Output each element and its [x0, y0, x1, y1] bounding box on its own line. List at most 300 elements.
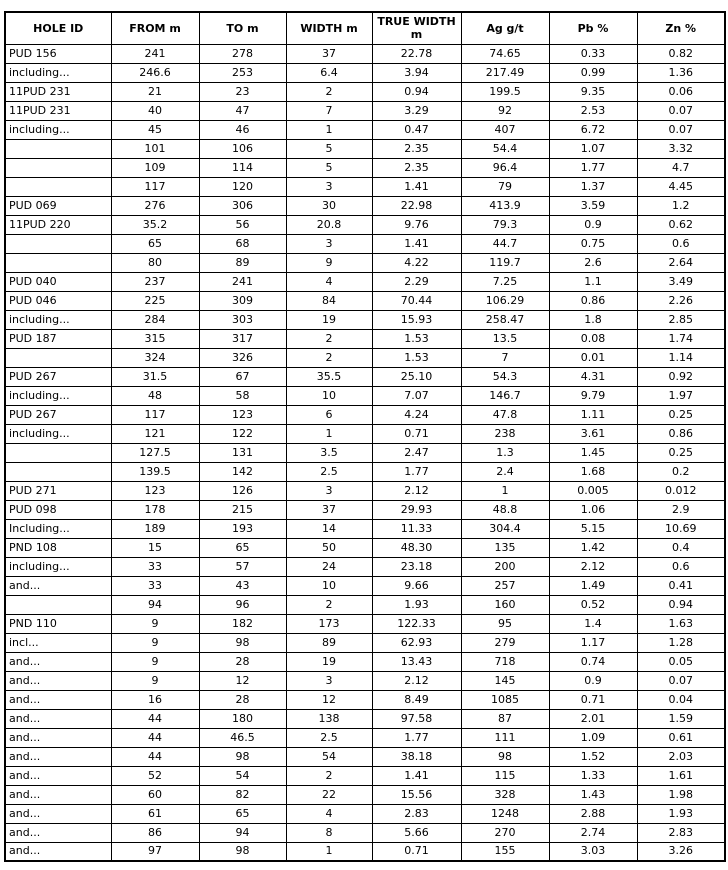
value-cell: 4 [286, 272, 372, 291]
value-cell: 79 [461, 177, 549, 196]
value-cell: 3.61 [549, 424, 637, 443]
value-cell: 0.005 [549, 481, 637, 500]
table-row [5, 215, 725, 234]
value-cell: 0.6 [637, 557, 725, 576]
value-cell: 9 [111, 671, 199, 690]
value-cell: 0.94 [372, 82, 461, 101]
value-cell: 0.07 [637, 101, 725, 120]
hole-id-cell: and... [5, 709, 111, 728]
column-header-width-m: WIDTH m [286, 12, 372, 44]
value-cell: 1.98 [637, 785, 725, 804]
value-cell: 9.79 [549, 386, 637, 405]
value-cell: 9 [286, 253, 372, 272]
value-cell: 1.93 [372, 595, 461, 614]
value-cell: 121 [111, 424, 199, 443]
value-cell: 12 [286, 690, 372, 709]
value-cell: 0.99 [549, 63, 637, 82]
value-cell: 1.77 [372, 462, 461, 481]
table-row [5, 804, 725, 823]
value-cell: 1.1 [549, 272, 637, 291]
value-cell: 241 [199, 272, 286, 291]
value-cell: 1 [286, 120, 372, 139]
table-row [5, 519, 725, 538]
hole-id-cell [5, 443, 111, 462]
value-cell: 9 [111, 614, 199, 633]
value-cell: 3 [286, 481, 372, 500]
table-row [5, 823, 725, 842]
value-cell: 1.53 [372, 329, 461, 348]
value-cell: 718 [461, 652, 549, 671]
value-cell: 0.94 [637, 595, 725, 614]
value-cell: 11.33 [372, 519, 461, 538]
value-cell: 217.49 [461, 63, 549, 82]
value-cell: 106.29 [461, 291, 549, 310]
value-cell: 94 [111, 595, 199, 614]
table-row [5, 500, 725, 519]
value-cell: 1.8 [549, 310, 637, 329]
value-cell: 44.7 [461, 234, 549, 253]
table-row [5, 462, 725, 481]
value-cell: 1.41 [372, 766, 461, 785]
value-cell: 225 [111, 291, 199, 310]
value-cell: 123 [199, 405, 286, 424]
value-cell: 13.5 [461, 329, 549, 348]
value-cell: 1.97 [637, 386, 725, 405]
value-cell: 0.25 [637, 443, 725, 462]
value-cell: 46.5 [199, 728, 286, 747]
value-cell: 37 [286, 44, 372, 63]
value-cell: 68 [199, 234, 286, 253]
value-cell: 0.6 [637, 234, 725, 253]
value-cell: 4.45 [637, 177, 725, 196]
value-cell: 0.07 [637, 671, 725, 690]
table-row [5, 101, 725, 120]
value-cell: 111 [461, 728, 549, 747]
value-cell: 1.49 [549, 576, 637, 595]
value-cell: 45 [111, 120, 199, 139]
value-cell: 29.93 [372, 500, 461, 519]
value-cell: 278 [199, 44, 286, 63]
value-cell: 317 [199, 329, 286, 348]
value-cell: 4.22 [372, 253, 461, 272]
table-body [5, 44, 725, 861]
table-row [5, 709, 725, 728]
value-cell: 180 [199, 709, 286, 728]
table-row [5, 63, 725, 82]
table-row [5, 405, 725, 424]
value-cell: 413.9 [461, 196, 549, 215]
value-cell: 182 [199, 614, 286, 633]
hole-id-cell [5, 234, 111, 253]
column-header-zn-pct: Zn % [637, 12, 725, 44]
value-cell: 2.6 [549, 253, 637, 272]
value-cell: 2.5 [286, 728, 372, 747]
hole-id-cell: PUD 271 [5, 481, 111, 500]
value-cell: 19 [286, 652, 372, 671]
value-cell: 3.32 [637, 139, 725, 158]
value-cell: 2.83 [637, 823, 725, 842]
value-cell: 22.78 [372, 44, 461, 63]
hole-id-cell: and... [5, 804, 111, 823]
value-cell: 6 [286, 405, 372, 424]
value-cell: 82 [199, 785, 286, 804]
value-cell: 97.58 [372, 709, 461, 728]
value-cell: 127.5 [111, 443, 199, 462]
value-cell: 0.71 [372, 424, 461, 443]
value-cell: 2.12 [372, 671, 461, 690]
value-cell: 47 [199, 101, 286, 120]
value-cell: 3.29 [372, 101, 461, 120]
value-cell: 122.33 [372, 614, 461, 633]
value-cell: 1.59 [637, 709, 725, 728]
column-header-to-m: TO m [199, 12, 286, 44]
value-cell: 23 [199, 82, 286, 101]
value-cell: 1.45 [549, 443, 637, 462]
value-cell: 2.85 [637, 310, 725, 329]
value-cell: 2.53 [549, 101, 637, 120]
value-cell: 10 [286, 576, 372, 595]
value-cell: 23.18 [372, 557, 461, 576]
value-cell: 215 [199, 500, 286, 519]
value-cell: 24 [286, 557, 372, 576]
table-row [5, 785, 725, 804]
table-row [5, 728, 725, 747]
value-cell: 2.4 [461, 462, 549, 481]
value-cell: 0.52 [549, 595, 637, 614]
value-cell: 0.33 [549, 44, 637, 63]
value-cell: 96 [199, 595, 286, 614]
table-row [5, 272, 725, 291]
value-cell: 0.75 [549, 234, 637, 253]
hole-id-cell: 11PUD 231 [5, 82, 111, 101]
value-cell: 21 [111, 82, 199, 101]
value-cell: 2 [286, 329, 372, 348]
value-cell: 146.7 [461, 386, 549, 405]
value-cell: 3.03 [549, 842, 637, 861]
value-cell: 126 [199, 481, 286, 500]
value-cell: 1.52 [549, 747, 637, 766]
value-cell: 117 [111, 405, 199, 424]
value-cell: 54 [199, 766, 286, 785]
table-row [5, 348, 725, 367]
table-row [5, 766, 725, 785]
value-cell: 4.7 [637, 158, 725, 177]
value-cell: 44 [111, 709, 199, 728]
table-row [5, 367, 725, 386]
value-cell: 7.07 [372, 386, 461, 405]
value-cell: 1.37 [549, 177, 637, 196]
value-cell: 44 [111, 747, 199, 766]
value-cell: 178 [111, 500, 199, 519]
value-cell: 9 [111, 652, 199, 671]
hole-id-cell: and... [5, 728, 111, 747]
value-cell: 257 [461, 576, 549, 595]
value-cell: 8.49 [372, 690, 461, 709]
hole-id-cell: PND 108 [5, 538, 111, 557]
value-cell: 1.07 [549, 139, 637, 158]
value-cell: 28 [199, 690, 286, 709]
hole-id-cell: and... [5, 671, 111, 690]
value-cell: 155 [461, 842, 549, 861]
value-cell: 1.68 [549, 462, 637, 481]
value-cell: 1.53 [372, 348, 461, 367]
value-cell: 48.30 [372, 538, 461, 557]
table-row [5, 196, 725, 215]
value-cell: 62.93 [372, 633, 461, 652]
hole-id-cell: including... [5, 310, 111, 329]
value-cell: 0.9 [549, 671, 637, 690]
value-cell: 67 [199, 367, 286, 386]
value-cell: 1.11 [549, 405, 637, 424]
value-cell: 0.74 [549, 652, 637, 671]
hole-id-cell: including... [5, 386, 111, 405]
value-cell: 328 [461, 785, 549, 804]
value-cell: 3.26 [637, 842, 725, 861]
hole-id-cell: PUD 267 [5, 367, 111, 386]
value-cell: 92 [461, 101, 549, 120]
value-cell: 0.92 [637, 367, 725, 386]
value-cell: 309 [199, 291, 286, 310]
value-cell: 60 [111, 785, 199, 804]
hole-id-cell: Including... [5, 519, 111, 538]
value-cell: 276 [111, 196, 199, 215]
value-cell: 139.5 [111, 462, 199, 481]
hole-id-cell: PUD 098 [5, 500, 111, 519]
value-cell: 279 [461, 633, 549, 652]
value-cell: 54.3 [461, 367, 549, 386]
value-cell: 1.41 [372, 177, 461, 196]
value-cell: 114 [199, 158, 286, 177]
value-cell: 3.49 [637, 272, 725, 291]
table-row [5, 614, 725, 633]
value-cell: 135 [461, 538, 549, 557]
value-cell: 44 [111, 728, 199, 747]
value-cell: 200 [461, 557, 549, 576]
value-cell: 120 [199, 177, 286, 196]
value-cell: 109 [111, 158, 199, 177]
value-cell: 0.01 [549, 348, 637, 367]
value-cell: 1.61 [637, 766, 725, 785]
value-cell: 258.47 [461, 310, 549, 329]
value-cell: 74.65 [461, 44, 549, 63]
value-cell: 98 [199, 747, 286, 766]
value-cell: 122 [199, 424, 286, 443]
table-row [5, 158, 725, 177]
value-cell: 324 [111, 348, 199, 367]
value-cell: 2.26 [637, 291, 725, 310]
hole-id-cell: and... [5, 842, 111, 861]
value-cell: 7 [286, 101, 372, 120]
table-row [5, 443, 725, 462]
value-cell: 4 [286, 804, 372, 823]
value-cell: 48 [111, 386, 199, 405]
value-cell: 1.43 [549, 785, 637, 804]
value-cell: 15.93 [372, 310, 461, 329]
value-cell: 2 [286, 348, 372, 367]
value-cell: 94 [199, 823, 286, 842]
value-cell: 0.05 [637, 652, 725, 671]
hole-id-cell: 11PUD 231 [5, 101, 111, 120]
value-cell: 2.03 [637, 747, 725, 766]
value-cell: 80 [111, 253, 199, 272]
value-cell: 52 [111, 766, 199, 785]
value-cell: 1.74 [637, 329, 725, 348]
value-cell: 6.72 [549, 120, 637, 139]
value-cell: 2 [286, 82, 372, 101]
value-cell: 101 [111, 139, 199, 158]
value-cell: 38.18 [372, 747, 461, 766]
value-cell: 30 [286, 196, 372, 215]
value-cell: 33 [111, 557, 199, 576]
table-row [5, 386, 725, 405]
value-cell: 1.4 [549, 614, 637, 633]
value-cell: 5.15 [549, 519, 637, 538]
value-cell: 61 [111, 804, 199, 823]
value-cell: 0.012 [637, 481, 725, 500]
value-cell: 13.43 [372, 652, 461, 671]
hole-id-cell: PUD 267 [5, 405, 111, 424]
hole-id-cell [5, 177, 111, 196]
value-cell: 0.07 [637, 120, 725, 139]
table-row [5, 633, 725, 652]
hole-id-cell: PUD 069 [5, 196, 111, 215]
table-row [5, 82, 725, 101]
value-cell: 97 [111, 842, 199, 861]
value-cell: 0.86 [637, 424, 725, 443]
value-cell: 2.12 [549, 557, 637, 576]
column-header-from-m: FROM m [111, 12, 199, 44]
value-cell: 1.77 [372, 728, 461, 747]
hole-id-cell: PUD 187 [5, 329, 111, 348]
table-row [5, 253, 725, 272]
value-cell: 58 [199, 386, 286, 405]
value-cell: 37 [286, 500, 372, 519]
value-cell: 2.74 [549, 823, 637, 842]
value-cell: 22 [286, 785, 372, 804]
value-cell: 3.5 [286, 443, 372, 462]
value-cell: 0.82 [637, 44, 725, 63]
value-cell: 304.4 [461, 519, 549, 538]
value-cell: 238 [461, 424, 549, 443]
column-header-pb-pct: Pb % [549, 12, 637, 44]
value-cell: 15.56 [372, 785, 461, 804]
value-cell: 98 [461, 747, 549, 766]
hole-id-cell: including... [5, 424, 111, 443]
value-cell: 1.33 [549, 766, 637, 785]
value-cell: 57 [199, 557, 286, 576]
hole-id-cell: 11PUD 220 [5, 215, 111, 234]
value-cell: 3.59 [549, 196, 637, 215]
value-cell: 2.29 [372, 272, 461, 291]
table-row [5, 842, 725, 861]
value-cell: 89 [286, 633, 372, 652]
value-cell: 0.86 [549, 291, 637, 310]
value-cell: 123 [111, 481, 199, 500]
value-cell: 65 [199, 538, 286, 557]
hole-id-cell: and... [5, 766, 111, 785]
value-cell: 31.5 [111, 367, 199, 386]
table-row [5, 747, 725, 766]
value-cell: 193 [199, 519, 286, 538]
hole-id-cell: including... [5, 120, 111, 139]
value-cell: 4.24 [372, 405, 461, 424]
table-row [5, 652, 725, 671]
value-cell: 9.66 [372, 576, 461, 595]
value-cell: 199.5 [461, 82, 549, 101]
value-cell: 270 [461, 823, 549, 842]
table-row [5, 139, 725, 158]
table-row [5, 310, 725, 329]
value-cell: 2.5 [286, 462, 372, 481]
hole-id-cell: and... [5, 823, 111, 842]
value-cell: 2.35 [372, 139, 461, 158]
value-cell: 65 [199, 804, 286, 823]
value-cell: 241 [111, 44, 199, 63]
table-row [5, 177, 725, 196]
table-row [5, 481, 725, 500]
value-cell: 5 [286, 158, 372, 177]
value-cell: 56 [199, 215, 286, 234]
value-cell: 0.25 [637, 405, 725, 424]
value-cell: 0.2 [637, 462, 725, 481]
value-cell: 14 [286, 519, 372, 538]
value-cell: 1.41 [372, 234, 461, 253]
value-cell: 0.08 [549, 329, 637, 348]
header-row [5, 12, 725, 44]
value-cell: 48.8 [461, 500, 549, 519]
value-cell: 142 [199, 462, 286, 481]
value-cell: 0.4 [637, 538, 725, 557]
table-header [5, 12, 725, 44]
value-cell: 10.69 [637, 519, 725, 538]
value-cell: 20.8 [286, 215, 372, 234]
value-cell: 50 [286, 538, 372, 557]
hole-id-cell: PUD 046 [5, 291, 111, 310]
table-row [5, 120, 725, 139]
value-cell: 1.63 [637, 614, 725, 633]
value-cell: 15 [111, 538, 199, 557]
value-cell: 8 [286, 823, 372, 842]
value-cell: 1.77 [549, 158, 637, 177]
value-cell: 1.93 [637, 804, 725, 823]
value-cell: 1.14 [637, 348, 725, 367]
drill-results-table [4, 11, 726, 862]
value-cell: 25.10 [372, 367, 461, 386]
hole-id-cell [5, 158, 111, 177]
value-cell: 65 [111, 234, 199, 253]
value-cell: 5 [286, 139, 372, 158]
value-cell: 0.71 [372, 842, 461, 861]
value-cell: 19 [286, 310, 372, 329]
value-cell: 1 [286, 424, 372, 443]
value-cell: 1 [461, 481, 549, 500]
value-cell: 2.64 [637, 253, 725, 272]
value-cell: 22.98 [372, 196, 461, 215]
value-cell: 131 [199, 443, 286, 462]
value-cell: 2.47 [372, 443, 461, 462]
value-cell: 407 [461, 120, 549, 139]
value-cell: 46 [199, 120, 286, 139]
value-cell: 2.01 [549, 709, 637, 728]
value-cell: 1 [286, 842, 372, 861]
value-cell: 98 [199, 842, 286, 861]
hole-id-cell [5, 139, 111, 158]
value-cell: 1085 [461, 690, 549, 709]
value-cell: 47.8 [461, 405, 549, 424]
value-cell: 1.17 [549, 633, 637, 652]
value-cell: 16 [111, 690, 199, 709]
value-cell: 2 [286, 595, 372, 614]
